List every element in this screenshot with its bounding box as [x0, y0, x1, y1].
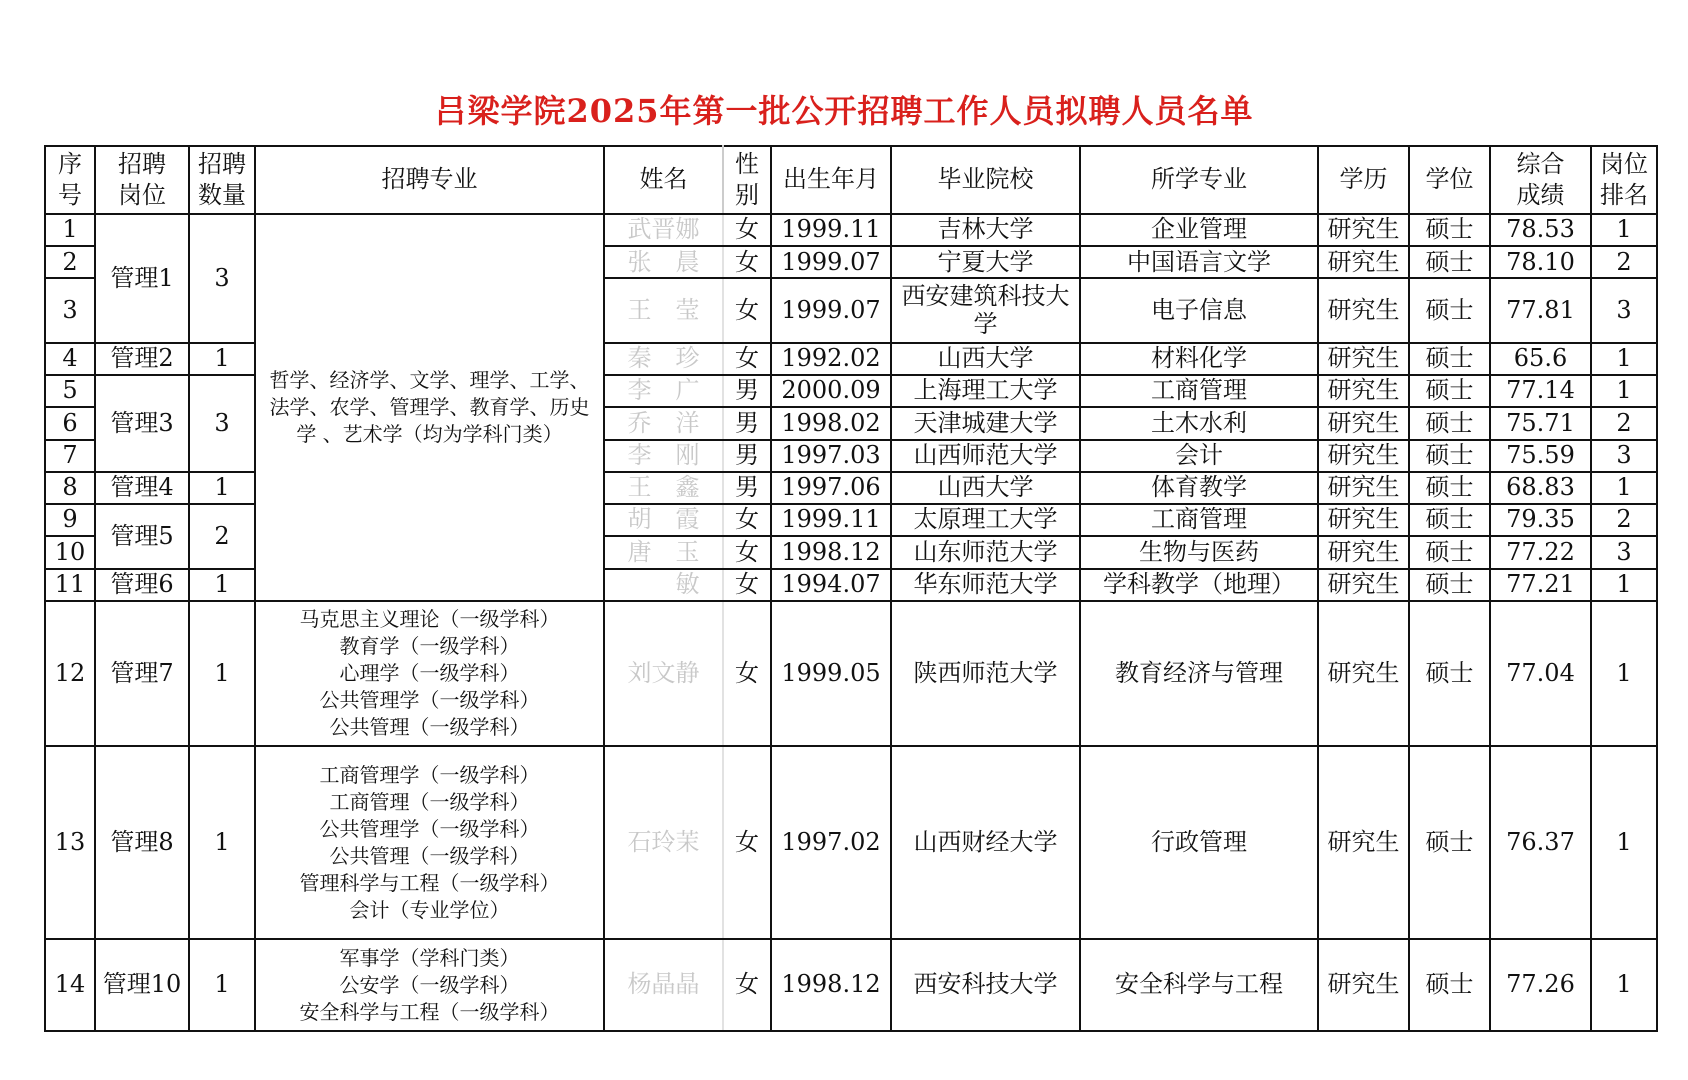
cell-count: 1: [189, 472, 255, 504]
cell-name: 刘文静: [604, 601, 723, 746]
cell-birth: 1998.02: [771, 407, 891, 439]
cell-rank: 1: [1591, 375, 1657, 407]
cell-rank: 1: [1591, 569, 1657, 601]
cell-study: 学科教学（地理）: [1080, 569, 1318, 601]
table-row: [45, 601, 1657, 746]
cell-edu: 研究生: [1318, 278, 1409, 342]
cell-seq: 11: [45, 569, 95, 601]
cell-edu: 研究生: [1318, 246, 1409, 278]
header-score: 综合 成绩: [1490, 146, 1591, 214]
cell-degree: 硕士: [1409, 504, 1490, 536]
cell-school: 华东师范大学: [891, 569, 1080, 601]
cell-edu: 研究生: [1318, 375, 1409, 407]
table-row: [45, 214, 1657, 246]
cell-score: 76.37: [1490, 746, 1591, 939]
cell-score: 79.35: [1490, 504, 1591, 536]
cell-post: 管理6: [95, 569, 189, 601]
cell-seq: 10: [45, 536, 95, 568]
cell-name: 王 鑫: [604, 472, 723, 504]
cell-edu: 研究生: [1318, 504, 1409, 536]
cell-seq: 9: [45, 504, 95, 536]
cell-rank: 3: [1591, 440, 1657, 472]
cell-gender: 女: [723, 536, 771, 568]
cell-seq: 8: [45, 472, 95, 504]
cell-school: 山西财经大学: [891, 746, 1080, 939]
cell-count: 1: [189, 939, 255, 1031]
table-row: [45, 939, 1657, 1031]
header-gender: 性 别: [723, 146, 771, 214]
cell-seq: 1: [45, 214, 95, 246]
cell-score: 65.6: [1490, 343, 1591, 375]
cell-birth: 1994.07: [771, 569, 891, 601]
cell-seq: 12: [45, 601, 95, 746]
cell-name: 胡 霞: [604, 504, 723, 536]
cell-edu: 研究生: [1318, 601, 1409, 746]
cell-birth: 1997.02: [771, 746, 891, 939]
cell-rank: 1: [1591, 939, 1657, 1031]
cell-name: 石玲茉: [604, 746, 723, 939]
cell-edu: 研究生: [1318, 939, 1409, 1031]
cell-score: 77.04: [1490, 601, 1591, 746]
cell-edu: 研究生: [1318, 343, 1409, 375]
cell-score: 77.14: [1490, 375, 1591, 407]
cell-birth: 1999.07: [771, 246, 891, 278]
header-degree: 学位: [1409, 146, 1490, 214]
cell-study: 工商管理: [1080, 504, 1318, 536]
cell-study: 土木水利: [1080, 407, 1318, 439]
cell-name: 李 刚: [604, 440, 723, 472]
cell-seq: 2: [45, 246, 95, 278]
header-row: [45, 146, 1657, 214]
cell-birth: 1999.11: [771, 214, 891, 246]
cell-birth: 1992.02: [771, 343, 891, 375]
cell-degree: 硕士: [1409, 407, 1490, 439]
cell-school: 山西师范大学: [891, 440, 1080, 472]
cell-gender: 男: [723, 375, 771, 407]
cell-gender: 男: [723, 407, 771, 439]
cell-seq: 13: [45, 746, 95, 939]
cell-gender: 女: [723, 246, 771, 278]
header-count: 招聘 数量: [189, 146, 255, 214]
cell-gender: 女: [723, 601, 771, 746]
cell-gender: 女: [723, 343, 771, 375]
header-name: 姓名: [604, 146, 723, 214]
cell-seq: 4: [45, 343, 95, 375]
header-birth: 出生年月: [771, 146, 891, 214]
header-post: 招聘 岗位: [95, 146, 189, 214]
header-rank: 岗位 排名: [1591, 146, 1657, 214]
cell-count: 3: [189, 375, 255, 472]
cell-name: 唐 玉: [604, 536, 723, 568]
cell-birth: 1998.12: [771, 536, 891, 568]
cell-count: 1: [189, 569, 255, 601]
cell-school: 西安建筑科技大学: [891, 278, 1080, 342]
cell-birth: 1999.11: [771, 504, 891, 536]
cell-score: 77.81: [1490, 278, 1591, 342]
cell-degree: 硕士: [1409, 569, 1490, 601]
cell-birth: 1999.07: [771, 278, 891, 342]
cell-school: 陕西师范大学: [891, 601, 1080, 746]
cell-score: 75.71: [1490, 407, 1591, 439]
cell-rank: 2: [1591, 504, 1657, 536]
cell-rank: 1: [1591, 343, 1657, 375]
cell-post: 管理1: [95, 214, 189, 343]
cell-gender: 男: [723, 440, 771, 472]
cell-count: 2: [189, 504, 255, 568]
cell-degree: 硕士: [1409, 440, 1490, 472]
cell-school: 吉林大学: [891, 214, 1080, 246]
cell-degree: 硕士: [1409, 472, 1490, 504]
cell-score: 77.26: [1490, 939, 1591, 1031]
cell-school: 太原理工大学: [891, 504, 1080, 536]
cell-name: 武晋娜: [604, 214, 723, 246]
cell-rank: 3: [1591, 278, 1657, 342]
cell-birth: 1997.06: [771, 472, 891, 504]
cell-gender: 男: [723, 472, 771, 504]
cell-score: 78.53: [1490, 214, 1591, 246]
cell-rank: 1: [1591, 746, 1657, 939]
cell-post: 管理3: [95, 375, 189, 472]
cell-birth: 2000.09: [771, 375, 891, 407]
cell-degree: 硕士: [1409, 278, 1490, 342]
cell-degree: 硕士: [1409, 246, 1490, 278]
cell-study: 企业管理: [1080, 214, 1318, 246]
cell-edu: 研究生: [1318, 214, 1409, 246]
cell-study: 行政管理: [1080, 746, 1318, 939]
cell-post: 管理8: [95, 746, 189, 939]
cell-seq: 3: [45, 278, 95, 342]
cell-name: 秦 珍: [604, 343, 723, 375]
cell-school: 天津城建大学: [891, 407, 1080, 439]
cell-edu: 研究生: [1318, 569, 1409, 601]
cell-school: 上海理工大学: [891, 375, 1080, 407]
header-seq: 序 号: [45, 146, 95, 214]
cell-name: 王 莹: [604, 278, 723, 342]
cell-seq: 14: [45, 939, 95, 1031]
header-edu: 学历: [1318, 146, 1409, 214]
cell-post: 管理4: [95, 472, 189, 504]
cell-gender: 女: [723, 214, 771, 246]
cell-degree: 硕士: [1409, 214, 1490, 246]
cell-study: 中国语言文学: [1080, 246, 1318, 278]
cell-seq: 5: [45, 375, 95, 407]
cell-score: 77.21: [1490, 569, 1591, 601]
cell-study: 电子信息: [1080, 278, 1318, 342]
cell-major: 工商管理学（一级学科） 工商管理（一级学科） 公共管理学（一级学科） 公共管理（一级学科） 管理科学与工程（一级学科） 会计（专业学位）: [255, 746, 604, 939]
cell-birth: 1998.12: [771, 939, 891, 1031]
table-row: [45, 746, 1657, 939]
cell-major: 军事学（学科门类） 公安学（一级学科） 安全科学与工程（一级学科）: [255, 939, 604, 1031]
cell-post: 管理5: [95, 504, 189, 568]
cell-post: 管理10: [95, 939, 189, 1031]
cell-rank: 1: [1591, 472, 1657, 504]
cell-school: 山西大学: [891, 343, 1080, 375]
cell-degree: 硕士: [1409, 375, 1490, 407]
cell-name: 张 晨: [604, 246, 723, 278]
cell-name: 李 广: [604, 375, 723, 407]
cell-major: 哲学、经济学、文学、理学、工学、法学、农学、管理学、教育学、历史学 、艺术学（均为学科门类）: [255, 214, 604, 601]
cell-edu: 研究生: [1318, 440, 1409, 472]
cell-post: 管理2: [95, 343, 189, 375]
cell-degree: 硕士: [1409, 536, 1490, 568]
cell-birth: 1999.05: [771, 601, 891, 746]
cell-gender: 女: [723, 504, 771, 536]
cell-school: 宁夏大学: [891, 246, 1080, 278]
cell-degree: 硕士: [1409, 343, 1490, 375]
cell-name: 杨晶晶: [604, 939, 723, 1031]
hiring-table: [44, 145, 1658, 1032]
header-major: 招聘专业: [255, 146, 604, 214]
cell-birth: 1997.03: [771, 440, 891, 472]
cell-edu: 研究生: [1318, 407, 1409, 439]
cell-count: 1: [189, 601, 255, 746]
cell-post: 管理7: [95, 601, 189, 746]
cell-study: 安全科学与工程: [1080, 939, 1318, 1031]
cell-school: 山东师范大学: [891, 536, 1080, 568]
cell-rank: 2: [1591, 407, 1657, 439]
cell-study: 材料化学: [1080, 343, 1318, 375]
cell-rank: 3: [1591, 536, 1657, 568]
cell-degree: 硕士: [1409, 746, 1490, 939]
header-study: 所学专业: [1080, 146, 1318, 214]
cell-score: 75.59: [1490, 440, 1591, 472]
cell-gender: 女: [723, 278, 771, 342]
cell-score: 68.83: [1490, 472, 1591, 504]
cell-gender: 女: [723, 569, 771, 601]
cell-study: 体育教学: [1080, 472, 1318, 504]
cell-study: 会计: [1080, 440, 1318, 472]
cell-seq: 7: [45, 440, 95, 472]
cell-rank: 1: [1591, 601, 1657, 746]
cell-count: 1: [189, 343, 255, 375]
cell-seq: 6: [45, 407, 95, 439]
cell-score: 77.22: [1490, 536, 1591, 568]
cell-school: 西安科技大学: [891, 939, 1080, 1031]
cell-name: 敏: [604, 569, 723, 601]
cell-name: 乔 洋: [604, 407, 723, 439]
cell-school: 山西大学: [891, 472, 1080, 504]
cell-major: 马克思主义理论（一级学科） 教育学（一级学科） 心理学（一级学科） 公共管理学（一级学科） 公共管理（一级学科）: [255, 601, 604, 746]
cell-rank: 1: [1591, 214, 1657, 246]
cell-study: 生物与医药: [1080, 536, 1318, 568]
cell-score: 78.10: [1490, 246, 1591, 278]
cell-edu: 研究生: [1318, 746, 1409, 939]
cell-count: 3: [189, 214, 255, 343]
cell-count: 1: [189, 746, 255, 939]
cell-degree: 硕士: [1409, 601, 1490, 746]
cell-rank: 2: [1591, 246, 1657, 278]
cell-study: 教育经济与管理: [1080, 601, 1318, 746]
cell-edu: 研究生: [1318, 472, 1409, 504]
page-title: 吕梁学院2025年第一批公开招聘工作人员拟聘人员名单: [434, 92, 1254, 130]
cell-gender: 女: [723, 939, 771, 1031]
cell-edu: 研究生: [1318, 536, 1409, 568]
header-school: 毕业院校: [891, 146, 1080, 214]
cell-study: 工商管理: [1080, 375, 1318, 407]
cell-gender: 女: [723, 746, 771, 939]
cell-degree: 硕士: [1409, 939, 1490, 1031]
